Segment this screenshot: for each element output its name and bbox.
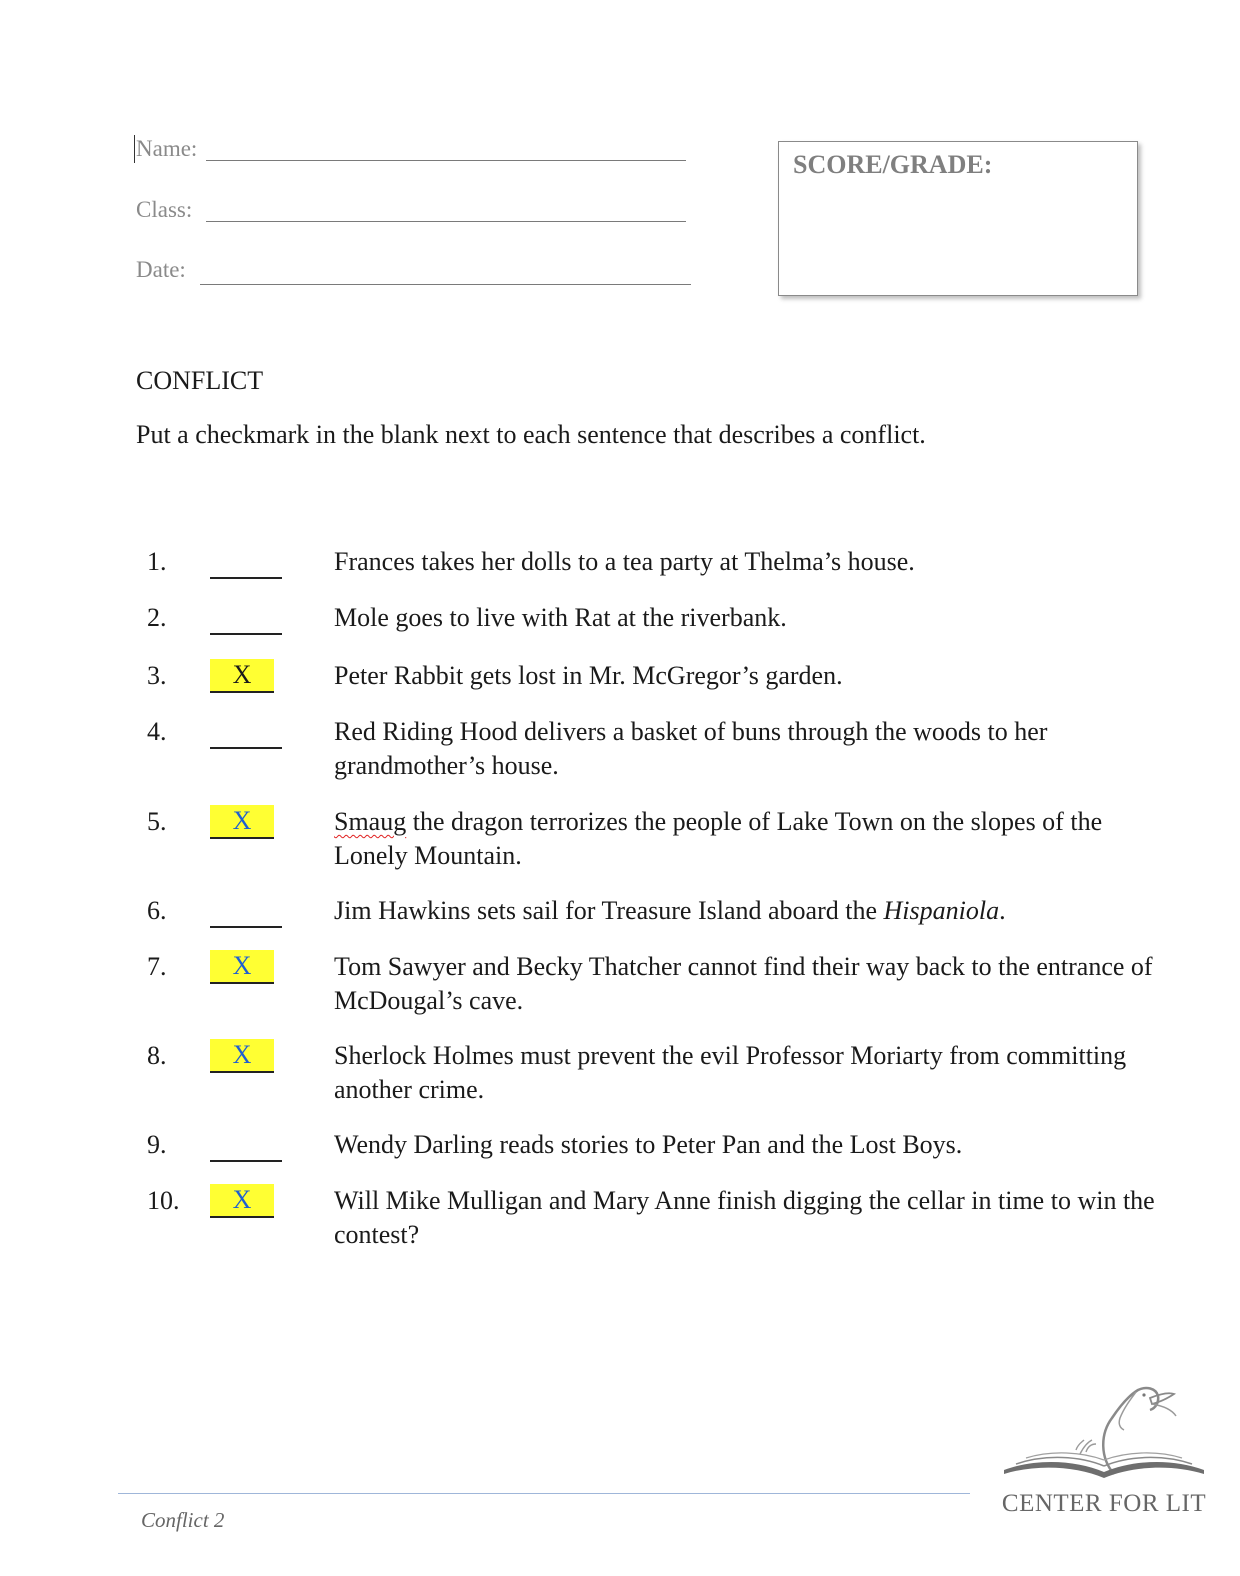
footer-page-label: Conflict 2	[141, 1508, 225, 1532]
pelican-book-icon	[996, 1378, 1212, 1490]
answer-mark[interactable]: X	[210, 1039, 274, 1073]
item-number: 5.	[147, 807, 167, 836]
item-number: 6.	[147, 896, 167, 925]
answer-blank[interactable]	[210, 1128, 282, 1162]
item-text-rest: the dragon terrorizes the people of Lake Town on the slopes of the Lonely Mountain.	[334, 807, 1103, 870]
ship-name: Hispaniola	[883, 896, 1000, 925]
score-grade-label: SCORE/GRADE:	[793, 150, 993, 179]
item-text-tail: .	[999, 896, 1006, 925]
item-number: 8.	[147, 1041, 167, 1070]
footer-divider	[118, 1493, 970, 1494]
item-number: 9.	[147, 1130, 167, 1159]
answer-mark[interactable]: X	[210, 805, 274, 839]
item-text-main: Jim Hawkins sets sail for Treasure Island aboard the	[334, 896, 884, 925]
answer-mark[interactable]: X	[210, 950, 274, 984]
name-label: Name:	[136, 136, 198, 161]
item-text: Peter Rabbit gets lost in Mr. McGregor’s garden.	[334, 661, 843, 690]
item-text: Red Riding Hood delivers a basket of buns through the woods to her grandmother’s house.	[334, 717, 1048, 780]
item-text: Tom Sawyer and Becky Thatcher cannot find their way back to the entrance of McDougal’s cave.	[334, 952, 1153, 1015]
class-field-line[interactable]	[206, 221, 686, 222]
logo-text: CENTER FOR LIT	[1001, 1490, 1207, 1517]
item-text	[334, 805, 1164, 873]
answer-blank[interactable]	[210, 894, 282, 928]
item-number: 7.	[147, 952, 167, 981]
class-label: Class:	[136, 197, 193, 222]
date-label: Date:	[136, 257, 186, 282]
item-text: Sherlock Holmes must prevent the evil Professor Moriarty from committing another crime.	[334, 1041, 1127, 1104]
text-cursor	[134, 135, 135, 163]
item-number: 1.	[147, 547, 167, 576]
item-text: Wendy Darling reads stories to Peter Pan and the Lost Boys.	[334, 1130, 963, 1159]
name-field-line[interactable]	[206, 160, 686, 161]
answer-blank[interactable]	[210, 601, 282, 635]
item-number: 10.	[147, 1186, 180, 1215]
item-text: Mole goes to live with Rat at the riverbank.	[334, 603, 787, 632]
item-text: Frances takes her dolls to a tea party at Thelma’s house.	[334, 547, 915, 576]
item-text	[334, 894, 1164, 928]
answer-blank[interactable]	[210, 545, 282, 579]
instructions: Put a checkmark in the blank next to each sentence that describes a conflict.	[136, 420, 926, 449]
score-grade-box[interactable]	[778, 141, 1138, 296]
item-number: 4.	[147, 717, 167, 746]
center-for-lit-logo	[996, 1378, 1212, 1528]
section-title: CONFLICT	[136, 366, 264, 395]
item-number: 2.	[147, 603, 167, 632]
item-number: 3.	[147, 661, 167, 690]
spellcheck-word[interactable]: Smaug	[334, 807, 407, 836]
answer-mark[interactable]: X	[210, 659, 274, 693]
date-field-line[interactable]	[200, 284, 691, 285]
item-text: Will Mike Mulligan and Mary Anne finish digging the cellar in time to win the contest?	[334, 1186, 1155, 1249]
answer-mark[interactable]: X	[210, 1184, 274, 1218]
answer-blank[interactable]	[210, 715, 282, 749]
